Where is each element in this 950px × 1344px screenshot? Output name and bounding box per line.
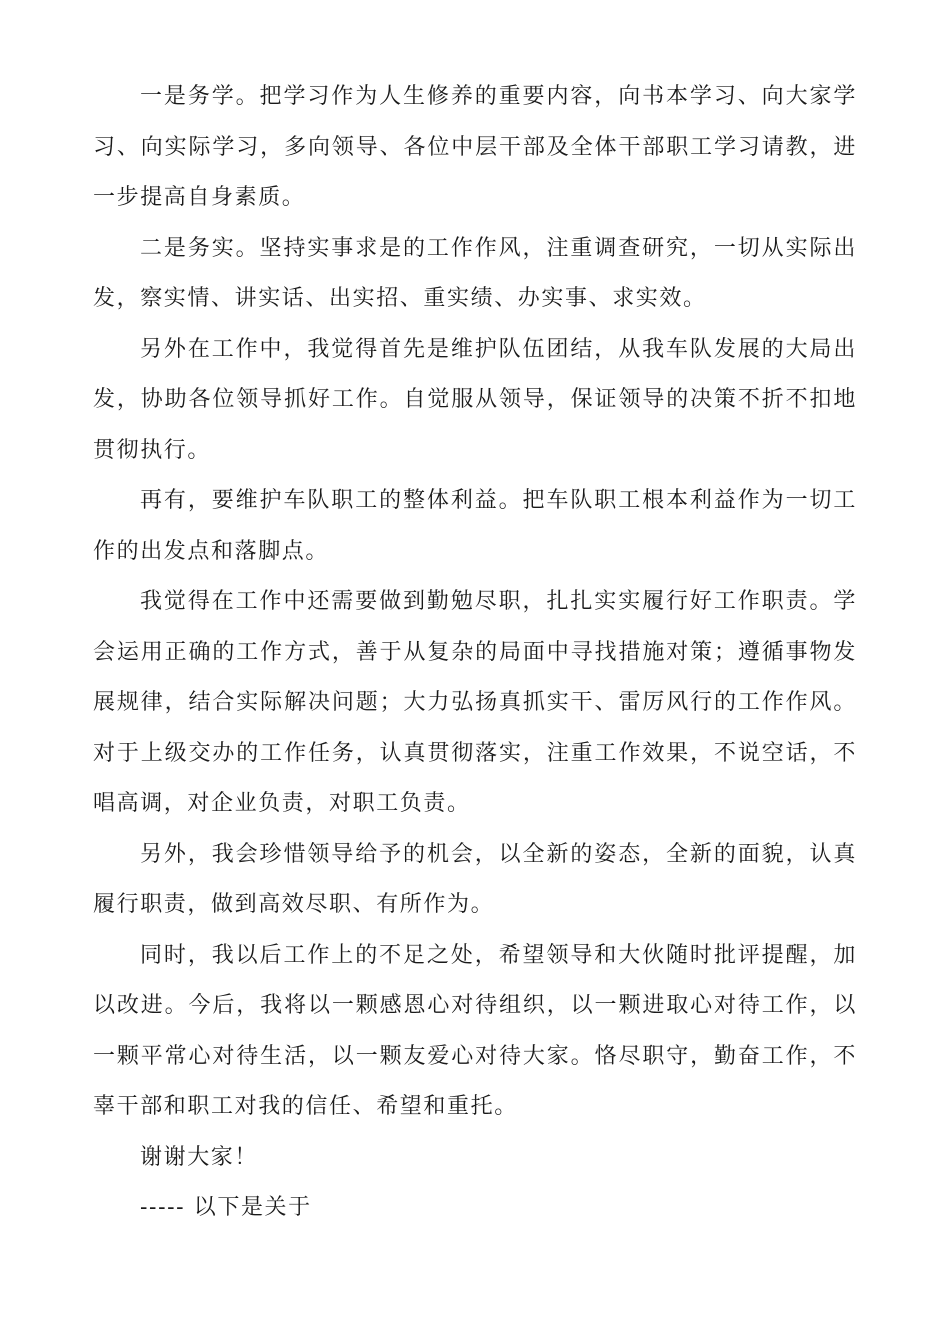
document-body: [93, 72, 857, 1234]
paragraph-continuation: ----- 以下是关于: [140, 1195, 312, 1220]
paragraph-team-unity: 另外在工作中，我觉得首先是维护队伍团结，从我车队发展的大局出发，协助各位领导抓好工作。自觉服从领导，保证领导的决策不折不扣地贯彻执行。: [93, 336, 857, 463]
paragraph-improvement: 同时，我以后工作上的不足之处，希望领导和大伙随时批评提醒，加以改进。今后，我将以一颗感恩心对待组织，以一颗进取心对待工作，以一颗平常心对待生活，以一颗友爱心对待大家。恪尽职守，勤奋工作，不辜干部和职工对我的信任、希望和重托。: [93, 942, 857, 1119]
paragraph-study: 一是务学。把学习作为人生修养的重要内容，向书本学习、向大家学习、向实际学习，多向领导、各位中层干部及全体干部职工学习请教，进一步提高自身素质。: [93, 84, 857, 210]
paragraph-staff-interests: 再有，要维护车队职工的整体利益。把车队职工根本利益作为一切工作的出发点和落脚点。: [93, 488, 857, 564]
paragraph-opportunity: 另外，我会珍惜领导给予的机会，以全新的姿态，全新的面貌，认真履行职责，做到高效尽职、有所作为。: [93, 841, 857, 917]
paragraph-thanks: 谢谢大家！: [140, 1144, 259, 1170]
paragraph-diligence: 我觉得在工作中还需要做到勤勉尽职，扎扎实实履行好工作职责。学会运用正确的工作方式，善于从复杂的局面中寻找措施对策；遵循事物发展规律，结合实际解决问题；大力弘扬真抓实干、雷厉风行的工作作风。对于上级交办的工作任务，认真贯彻落实，注重工作效果，不说空话，不唱高调，对企业负责，对职工负责。: [93, 589, 857, 816]
paragraph-practical: 二是务实。坚持实事求是的工作作风，注重调查研究，一切从实际出发，察实情、讲实话、出实招、重实绩、办实事、求实效。: [93, 235, 857, 311]
